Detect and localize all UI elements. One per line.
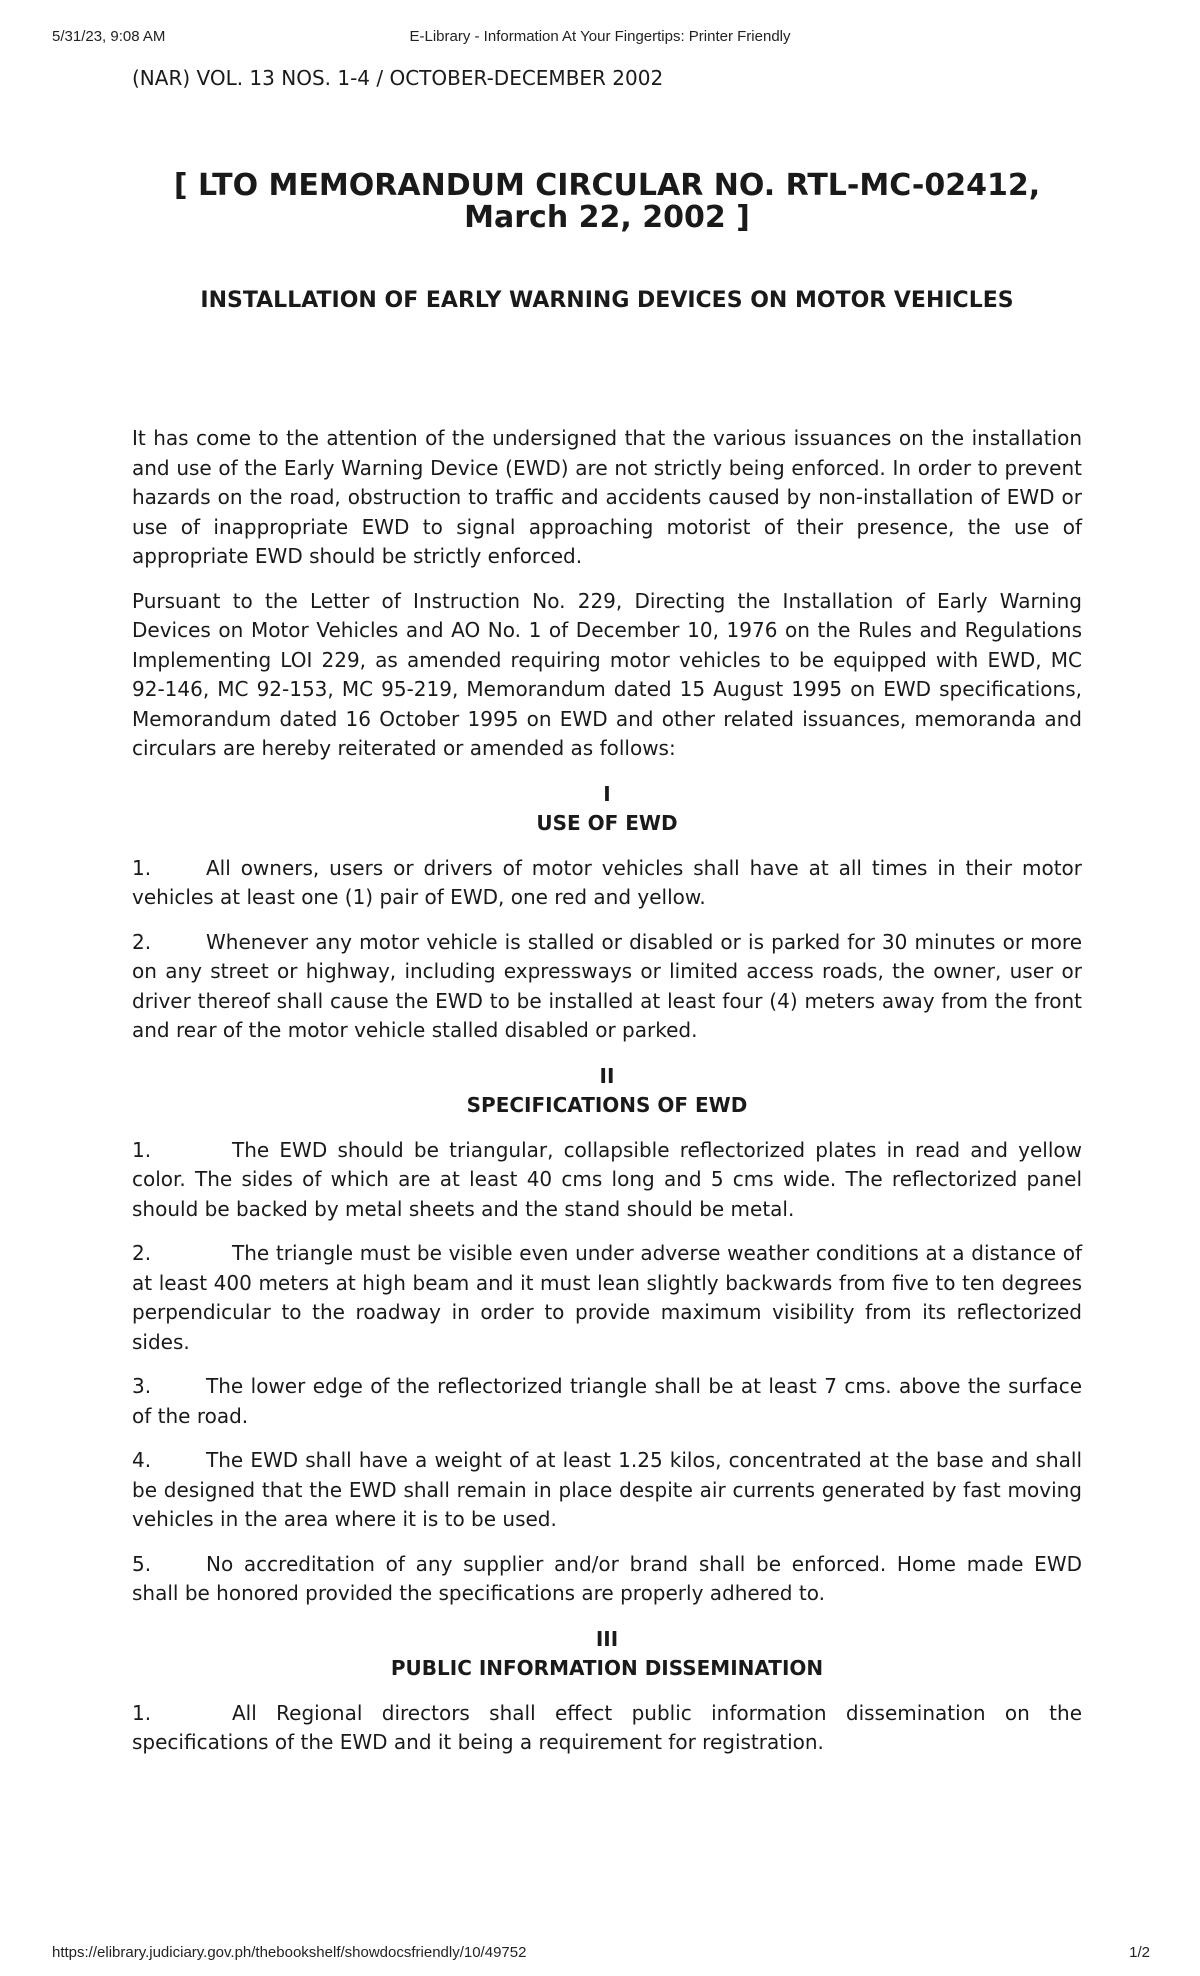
page-url: https://elibrary.judiciary.gov.ph/thebookshelf/showdocsfriendly/10/49752 bbox=[52, 1944, 527, 1961]
item-text: No accreditation of any supplier and/or brand shall be enforced. Home made EWD shall be honored provided the specifications are properly adhered to. bbox=[132, 1551, 1082, 1605]
list-item bbox=[132, 1550, 1082, 1609]
item-number: 2. bbox=[132, 1241, 152, 1265]
item-number: 4. bbox=[132, 1448, 152, 1472]
list-item bbox=[132, 854, 1082, 913]
list-item bbox=[132, 928, 1082, 1046]
list-item bbox=[132, 1699, 1082, 1758]
section-title: PUBLIC INFORMATION DISSEMINATION bbox=[390, 1656, 824, 1680]
page-number: 1/2 bbox=[1129, 1944, 1150, 1961]
print-page-title: E-Library - Information At Your Fingertips: Printer Friendly bbox=[409, 28, 791, 45]
print-datetime: 5/31/23, 9:08 AM bbox=[52, 28, 166, 45]
intro-paragraph: It has come to the attention of the undersigned that the various issuances on the installation and use of the Early Warning Device (EWD) are not strictly being enforced. In order to prevent hazards on the road, obstruction to traffic and accidents caused by non-installation of EWD or use of inappropriate EWD to signal approaching motorist of their presence, the use of appropriate EWD should be strictly enforced. bbox=[132, 426, 1082, 568]
section-numeral: III bbox=[595, 1626, 619, 1651]
list-item bbox=[132, 1372, 1082, 1431]
item-number: 1. bbox=[132, 855, 152, 880]
document-source: (NAR) VOL. 13 NOS. 1-4 / OCTOBER-DECEMBER 2002 bbox=[132, 66, 664, 90]
list-item bbox=[132, 1446, 1082, 1535]
item-text: The lower edge of the reflectorized triangle shall be at least 7 cms. above the surface of the road. bbox=[132, 1374, 1082, 1428]
list-item bbox=[132, 1239, 1082, 1357]
document-title: INSTALLATION OF EARLY WARNING DEVICES ON MOTOR VEHICLES bbox=[200, 288, 1014, 313]
item-text: The triangle must be visible even under adverse weather conditions at a distance of at least 400 meters at high beam and it must lean slightly backwards from five to ten degrees perpendicular to the roadway in order to provide maximum visibility from its reflectorized sides. bbox=[132, 1241, 1082, 1354]
item-number: 5. bbox=[132, 1551, 152, 1576]
section-title: SPECIFICATIONS OF EWD bbox=[466, 1093, 748, 1117]
intro-paragraph: Pursuant to the Letter of Instruction No. 229, Directing the Installation of Early Warning Devices on Motor Vehicles and AO No. 1 of December 10, 1976 on the Rules and Regulations Implementing LOI 229, as amended requiring motor vehicles to be equipped with EWD, MC 92-146, MC 92-153, MC 95-219, Memorandum dated 15 August 1995 on EWD specifications, Memorandum dated 16 October 1995 on EWD and other related issuances, memoranda and circulars are hereby reiterated or amended as follows: bbox=[132, 588, 1082, 760]
item-number: 2. bbox=[132, 929, 152, 954]
item-text: All Regional directors shall effect public information dissemination on the specifications of the EWD and it being a requirement for registration. bbox=[132, 1700, 1082, 1754]
print-header bbox=[0, 28, 1200, 48]
list-item bbox=[132, 1136, 1082, 1225]
item-text: The EWD shall have a weight of at least 1.25 kilos, concentrated at the base and shall be designed that the EWD shall remain in place despite air currents generated by fast moving vehicles in the area where it is to be used. bbox=[132, 1448, 1082, 1531]
section-numeral: II bbox=[599, 1063, 615, 1088]
section-title: USE OF EWD bbox=[536, 811, 678, 835]
section-numeral: I bbox=[603, 781, 611, 806]
circular-title: [ LTO MEMORANDUM CIRCULAR NO. RTL-MC-02412, March 22, 2002 ] bbox=[173, 168, 1041, 235]
section-heading bbox=[132, 1062, 1082, 1121]
section-heading bbox=[132, 780, 1082, 839]
item-text: The EWD should be triangular, collapsible reflectorized plates in read and yellow color. The sides of which are at least 40 cms long and 5 cms wide. The reflectorized panel should be backed by metal sheets and the stand should be metal. bbox=[132, 1137, 1082, 1221]
item-number: 1. bbox=[132, 1137, 152, 1162]
print-footer bbox=[0, 1944, 1200, 1964]
item-number: 3. bbox=[132, 1374, 152, 1398]
document-body bbox=[132, 424, 1082, 1758]
item-text: All owners, users or drivers of motor vehicles shall have at all times in their motor vehicles at least one (1) pair of EWD, one red and yellow. bbox=[132, 855, 1082, 909]
document-content bbox=[132, 64, 1082, 1773]
item-number: 1. bbox=[132, 1700, 152, 1725]
item-text: Whenever any motor vehicle is stalled or disabled or is parked for 30 minutes or more on any street or highway, including expressways or limited access roads, the owner, user or driver thereof shall cause the EWD to be installed at least four (4) meters away from the front and rear of the motor vehicle stalled disabled or parked. bbox=[132, 929, 1082, 1042]
section-heading bbox=[132, 1625, 1082, 1684]
